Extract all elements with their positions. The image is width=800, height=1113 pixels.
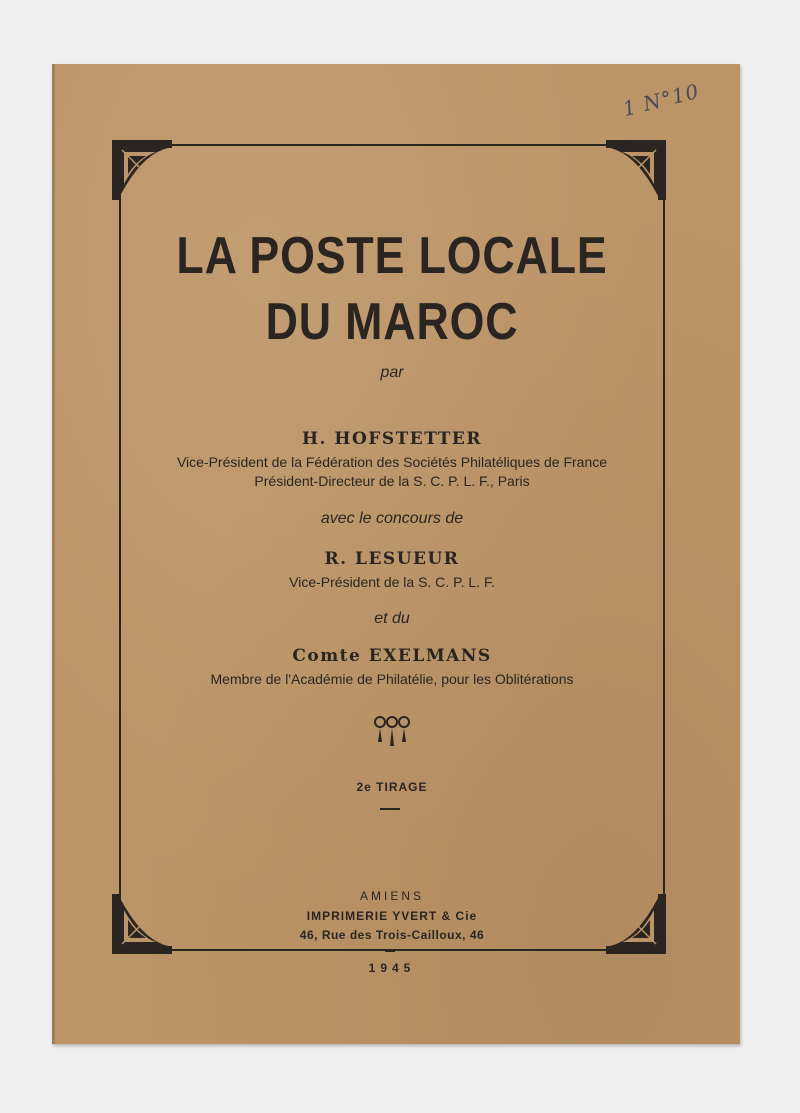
title-line-1: LA POSTE LOCALE bbox=[176, 227, 608, 285]
ornament-icon bbox=[119, 714, 665, 753]
cover-spine bbox=[52, 64, 55, 1044]
booklet-cover bbox=[52, 64, 740, 1044]
publication-year: 1945 bbox=[368, 961, 416, 975]
collaborator-1-role: Vice-Président de la S. C. P. L. F. bbox=[289, 574, 495, 590]
separator-dash bbox=[385, 950, 395, 952]
author-role-1: Vice-Président de la Fédération des Sociétés Philatéliques de France bbox=[176, 454, 608, 470]
publisher-address: 46, Rue des Trois-Cailloux, 46 bbox=[299, 928, 485, 942]
author-role-2: Président-Directeur de la S. C. P. L. F., Paris bbox=[254, 473, 530, 489]
separator-dash bbox=[380, 808, 400, 810]
concours-label: avec le concours de bbox=[320, 510, 464, 527]
handwritten-note: 1 N°10 bbox=[620, 78, 702, 122]
tirage-label: 2e TIRAGE bbox=[356, 780, 428, 794]
et-du-label: et du bbox=[374, 610, 410, 627]
author-name: H. HOFSTETTER bbox=[301, 429, 482, 449]
collaborator-2-name: Comte EXELMANS bbox=[292, 646, 492, 666]
publisher-city: AMIENS bbox=[359, 889, 424, 903]
par-label: par bbox=[380, 364, 404, 381]
publisher-printer: IMPRIMERIE YVERT & Cie bbox=[306, 909, 478, 923]
corner-ornament-icon bbox=[112, 140, 172, 200]
collaborator-2-role: Membre de l'Académie de Philatélie, pour les Oblitérations bbox=[210, 671, 574, 687]
corner-ornament-icon bbox=[606, 140, 666, 200]
title-line-2: DU MAROC bbox=[265, 293, 519, 351]
collaborator-1-name: R. LESUEUR bbox=[324, 549, 460, 569]
corner-ornament-icon bbox=[112, 894, 172, 954]
corner-ornament-icon bbox=[606, 894, 666, 954]
